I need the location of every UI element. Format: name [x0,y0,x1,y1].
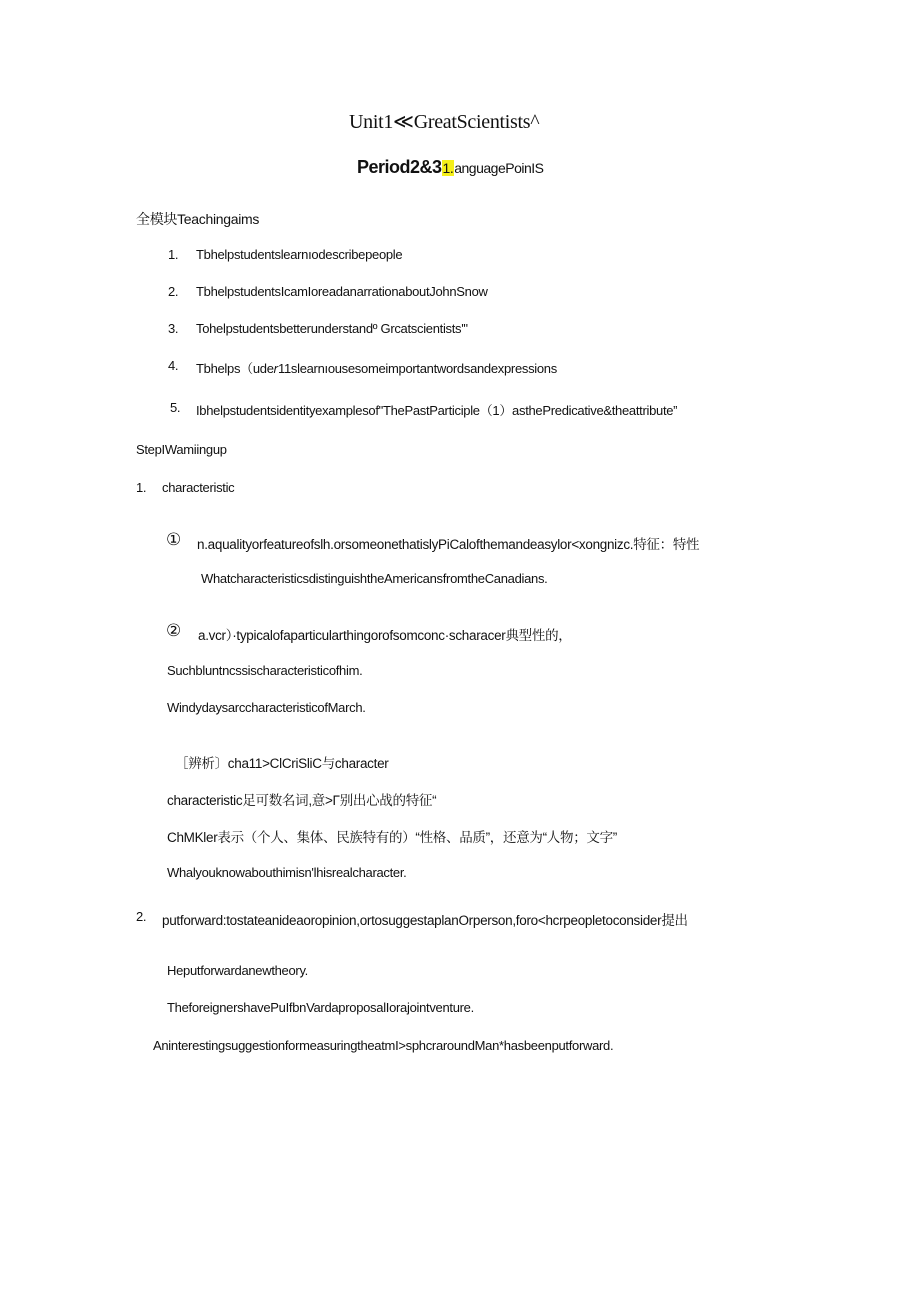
example-sentence: AninterestingsuggestionformeasuringtheatmI>sphcraroundMan*hasbeenputforward. [153,1038,614,1053]
analysis-line: ChMKler表示（个人、集体、民族特有的）“性格、品质”，还意为“人物；文字” [167,830,617,845]
example-sentence: Whalyouknowabouthimisn'lhisrealcharacter. [167,865,407,880]
definition-marker: ① [166,530,182,550]
analysis-line: characteristic足可数名词,意>Γ别出心战的特征“ [167,793,437,808]
example-sentence: WindydaysarccharacteristicofMarch. [167,700,366,715]
aim-number: 4. [168,358,179,373]
definition-text: n.aqualityorfeatureofslh.orsomeonethatislyPiCalofthemandeasylor<xongnizc.特征：特性 [197,537,700,552]
aim-number: 3. [168,321,179,336]
subtitle-highlight: 1. [442,160,454,176]
example-sentence: Suchbluntncssischaracteristicofhim. [167,663,363,678]
example-sentence: Heputforwardanewtheory. [167,963,308,978]
step-heading: StepIWamiingup [136,442,227,457]
item-number: 1. [136,480,147,495]
item-number: 2. [136,909,147,924]
page-subtitle [357,157,544,178]
aims-heading: 全模块Teachingaims [136,211,260,227]
aim-text: Ibhelpstudentsidentityexamplesof"ThePastParticiple（1）asthePredicative&theattribute” [196,403,678,418]
aim-text: Tohelpstudentsbetterunderstandº Grcatscientists'" [196,321,468,336]
page-title: Unit1≪GreatScientists^ [349,111,540,133]
aim-text: Tbhelpstudentslearnıodescribepeople [196,247,403,262]
subtitle-rest: anguagePoinIS [454,160,544,176]
aim-number: 5. [170,400,181,415]
definition-text: a.vcr）·typicalofaparticularthingorofsomconc·scharacer典型性的， [198,628,572,643]
example-sentence: WhatcharacteristicsdistinguishtheAmericansfromtheCanadians. [201,571,548,586]
vocab-word: characteristic [162,480,235,495]
example-sentence: TheforeignershavePuIfbnVardaproposalIorajointventure. [167,1000,474,1015]
definition-text: putforward:tostateanideaoropinion,ortosuggestaplanOrperson,foro<hcrpeopletoconsider提出 [162,913,688,928]
aim-text: Tbhelps（ude𝑟11slearnıousesomeimportantwordsandexpressions [196,361,557,376]
aim-number: 1. [168,247,179,262]
definition-marker: ② [166,621,182,641]
analysis-heading: ［辨析〕cha11>ClCriSliC与character [175,756,389,771]
aim-text: TbhelpstudentsIcamIoreadanarrationaboutJohnSnow [196,284,488,299]
subtitle-period: Period2&3 [357,157,442,177]
aim-number: 2. [168,284,179,299]
